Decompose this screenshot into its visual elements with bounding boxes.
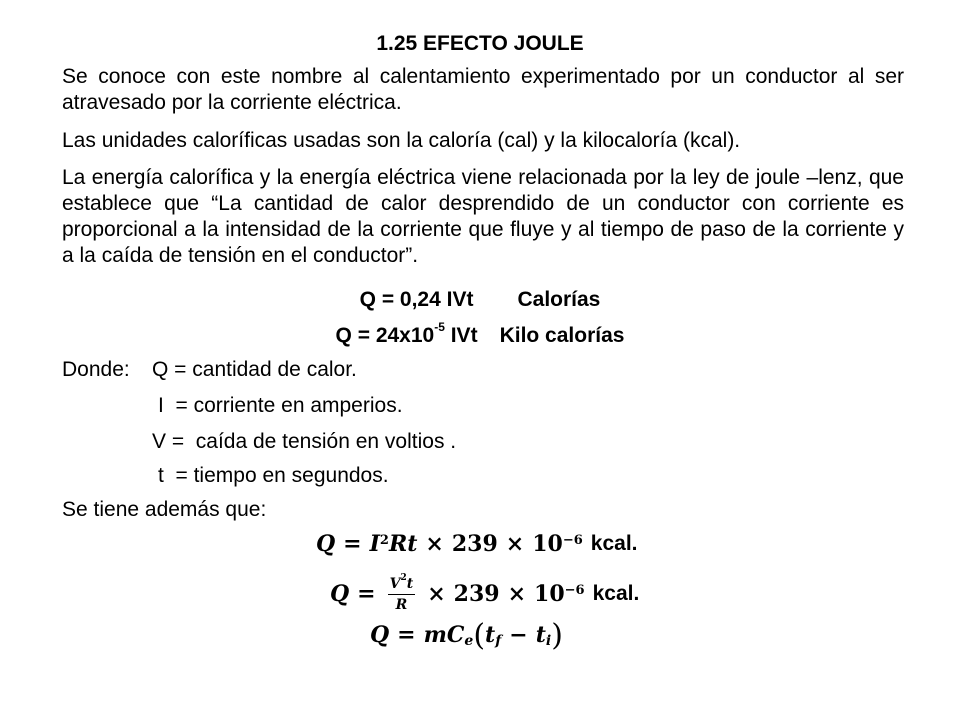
paragraph-joule-law: La energía calorífica y la energía eléctrica viene relacionada por la ley de joule –lenz, que establece que “La cantidad de calor desprendido de un conductor con corriente es proporcional a la intensidad de la corriente que fluye y al tiempo de paso de la corriente y a la caída de tensión en el conductor”. <box>62 166 904 267</box>
formula-calories <box>0 286 960 314</box>
definition-v: V = caída de tensión en voltios . <box>152 430 457 453</box>
eq1-coefficient: 239 <box>451 531 498 557</box>
eq2-numerator <box>388 574 416 595</box>
eq2-den-r: R <box>395 596 408 613</box>
equation-i2rt: Q = I $^2$ Rt × 239 × 10 $^{-6}$ kcal. <box>316 531 638 557</box>
definition-row-q <box>62 356 357 384</box>
definitions-label: Donde: <box>62 358 130 381</box>
formula-kilocalories-tail: IVt <box>444 324 478 347</box>
paragraph-definition: Se conoce con este nombre al calentamiento experimentado por un conductor al ser atravesado por la corriente eléctrica. <box>62 65 904 114</box>
equation-v2t-over-r: Q = $\frac{V^2t}{R}$ × 239 × 10 $^{-6}$ kcal. <box>330 572 640 613</box>
eq3-left-paren: ( <box>473 617 486 653</box>
eq2-equals: = <box>357 581 376 607</box>
formula-kilocalories-base: Q = 24x10 <box>335 324 435 347</box>
eq2-unit: kcal. <box>592 582 640 605</box>
definition-i: I = corriente en amperios. <box>158 394 403 417</box>
eq3-tf-subscript: f <box>495 633 502 649</box>
eq3-equals: = <box>397 622 416 648</box>
eq2-ten: 10 <box>534 581 565 607</box>
also-text: Se tiene además que: <box>62 498 267 521</box>
eq1-equals: = <box>343 531 362 557</box>
formula-calories-unit: Calorías <box>517 288 601 311</box>
eq2-num-t: t <box>406 575 414 592</box>
eq3-lhs: Q <box>370 622 390 648</box>
eq2-times: × <box>427 581 446 607</box>
eq3-right-paren: ) <box>551 617 563 653</box>
eq3-mc: mC <box>423 622 465 648</box>
definition-t: t = tiempo en segundos. <box>158 464 389 487</box>
eq1-times: × <box>425 531 444 557</box>
eq2-coefficient: 239 <box>453 581 500 607</box>
formula-calories-expression: Q = 0,24 IVt <box>359 288 474 311</box>
eq3-minus: − <box>509 622 528 648</box>
eq1-unit: kcal. <box>590 532 638 555</box>
eq3-tf: t <box>485 622 496 648</box>
eq1-i: I <box>369 531 380 557</box>
eq2-num-v: V <box>389 575 401 592</box>
eq2-lhs: Q <box>330 581 350 607</box>
eq2-num-exponent: 2 <box>400 572 407 583</box>
eq1-ten: 10 <box>532 531 563 557</box>
eq1-lhs: Q <box>316 531 336 557</box>
formula-kilocalories-exponent: -5 <box>434 320 445 334</box>
eq2-fraction <box>388 574 416 615</box>
eq3-mc-subscript: e <box>464 633 474 649</box>
formula-kilocalories <box>0 322 960 350</box>
slide-title: 1.25 EFECTO JOULE <box>376 32 584 55</box>
eq2-times-2: × <box>507 581 527 607</box>
eq2-denominator <box>396 595 408 615</box>
eq3-ti: t <box>535 622 546 648</box>
eq1-rt: Rt <box>388 531 418 557</box>
paragraph-units: Las unidades caloríficas usadas son la caloría (cal) y la kilocaloría (kcal). <box>62 129 741 152</box>
formula-kilocalories-unit: Kilo calorías <box>499 324 625 347</box>
definition-q: Q = cantidad de calor. <box>152 358 357 381</box>
eq1-times-2: × <box>505 531 525 557</box>
equation-mce <box>370 617 563 653</box>
eq3-ti-subscript: i <box>545 633 552 649</box>
